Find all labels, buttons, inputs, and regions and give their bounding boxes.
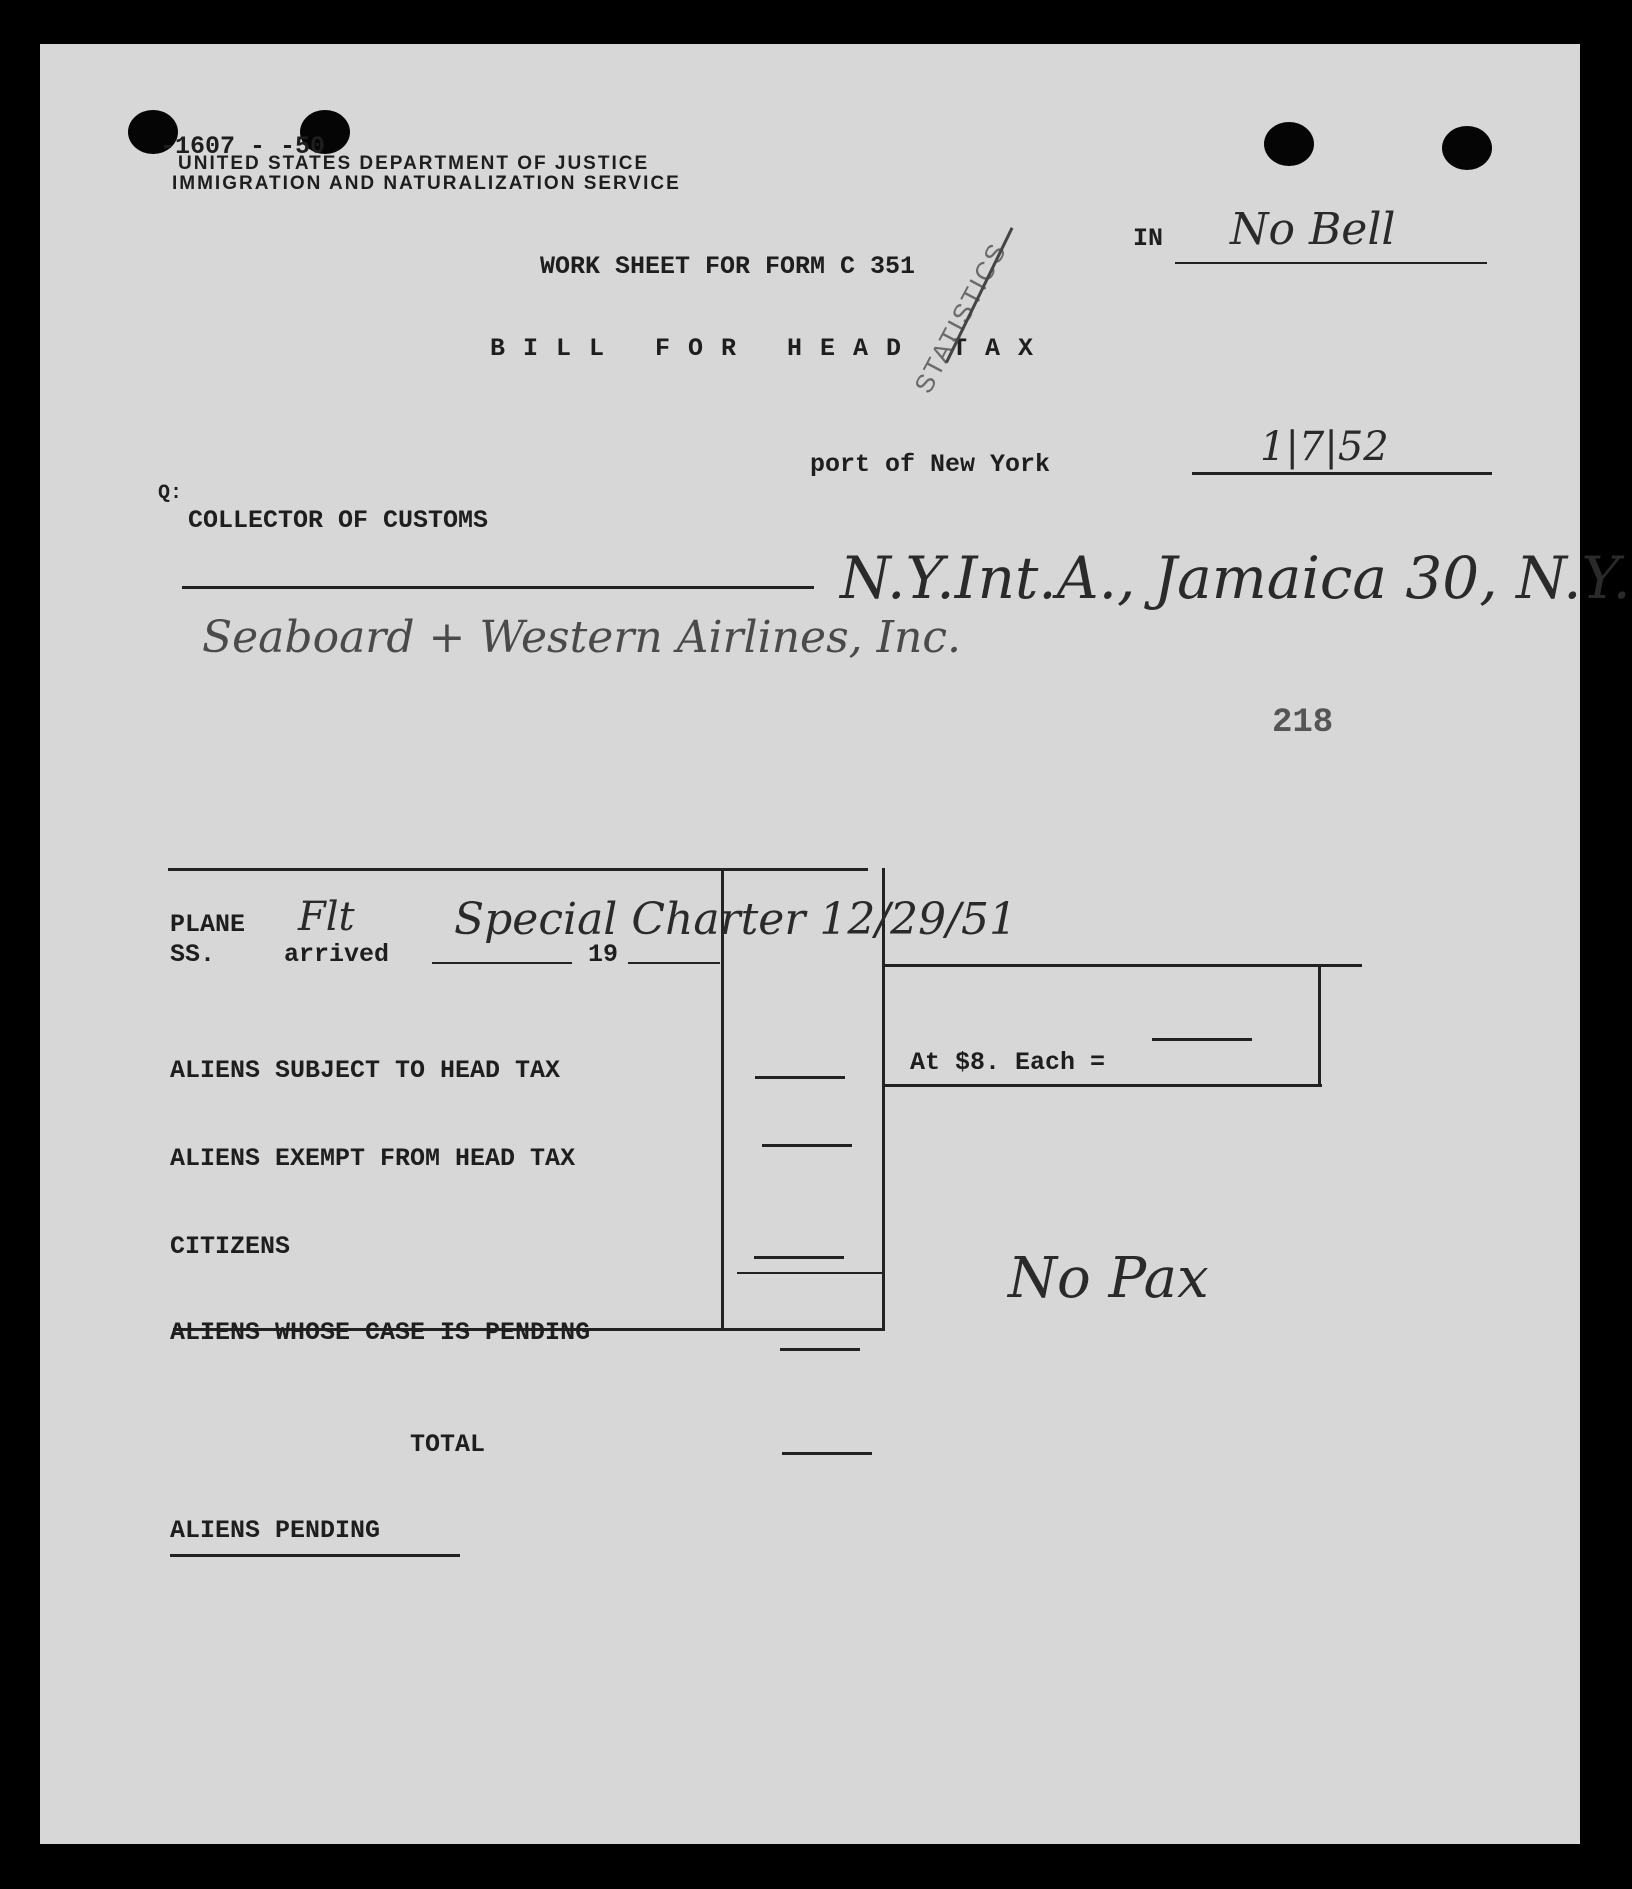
form-number: -1607 - -50 bbox=[160, 132, 326, 161]
date-underline bbox=[1192, 472, 1492, 475]
flight-value: Flt bbox=[298, 894, 355, 940]
row-exempt-label: ALIENS EXEMPT FROM HEAD TAX bbox=[170, 1144, 576, 1173]
no-pax-note: No Pax bbox=[1008, 1246, 1209, 1311]
punch-hole-right-2 bbox=[1442, 126, 1492, 170]
count-218: 218 bbox=[1272, 704, 1334, 742]
fee-box-right bbox=[1318, 964, 1321, 1084]
punch-hole-right-1 bbox=[1264, 122, 1314, 166]
ss-label: SS. bbox=[170, 940, 216, 969]
box-top-line bbox=[168, 868, 868, 871]
year-blank bbox=[628, 962, 720, 964]
in-value: No Bell bbox=[1230, 204, 1396, 255]
statistics-stamp: STATISTICS bbox=[908, 237, 1013, 399]
document-page bbox=[40, 44, 1631, 1844]
airport-address: N.Y.Int.A., Jamaica 30, N.Y. bbox=[840, 544, 1631, 612]
fee-label: At $8. Each = bbox=[910, 1048, 1106, 1077]
date-value: 1|7|52 bbox=[1260, 424, 1389, 470]
row-pending-label: ALIENS WHOSE CASE IS PENDING bbox=[170, 1318, 591, 1347]
bill-title: BILL FOR HEAD TAX bbox=[490, 334, 1052, 363]
in-label: IN bbox=[1133, 224, 1164, 253]
year-prefix: 19 bbox=[588, 940, 619, 969]
in-underline bbox=[1175, 262, 1487, 264]
arrived-blank bbox=[432, 962, 572, 964]
arrived-label: arrived bbox=[284, 940, 390, 969]
collector-underline bbox=[182, 586, 814, 589]
fee-box-top bbox=[882, 964, 1362, 967]
row-subject-label: ALIENS SUBJECT TO HEAD TAX bbox=[170, 1056, 561, 1085]
department-line: UNITED STATES DEPARTMENT OF JUSTICE bbox=[178, 153, 650, 174]
fee-box-bottom bbox=[882, 1084, 1322, 1087]
row-citizens-label: CITIZENS bbox=[170, 1232, 291, 1261]
total-separator bbox=[737, 1272, 882, 1274]
total-label: TOTAL bbox=[410, 1430, 486, 1459]
dash-pending bbox=[780, 1348, 860, 1351]
collector-line: COLLECTOR OF CUSTOMS bbox=[188, 506, 489, 535]
aliens-pending-label: ALIENS PENDING bbox=[170, 1516, 381, 1545]
to-label: Q: bbox=[158, 482, 183, 505]
dash-citizens bbox=[754, 1256, 844, 1259]
aliens-pending-underline bbox=[170, 1554, 460, 1557]
fee-dash bbox=[1152, 1038, 1252, 1041]
dash-subject bbox=[755, 1076, 845, 1079]
port-line: port of New York bbox=[810, 450, 1051, 479]
carrier-name: Seaboard + Western Airlines, Inc. bbox=[202, 612, 961, 663]
dash-total bbox=[782, 1452, 872, 1455]
plane-label: PLANE bbox=[170, 910, 246, 939]
worksheet-title: WORK SHEET FOR FORM C 351 bbox=[540, 252, 916, 281]
dash-exempt bbox=[762, 1144, 852, 1147]
service-line: IMMIGRATION AND NATURALIZATION SERVICE bbox=[172, 173, 681, 194]
charter-value: Special Charter 12/29/51 bbox=[454, 894, 1017, 945]
